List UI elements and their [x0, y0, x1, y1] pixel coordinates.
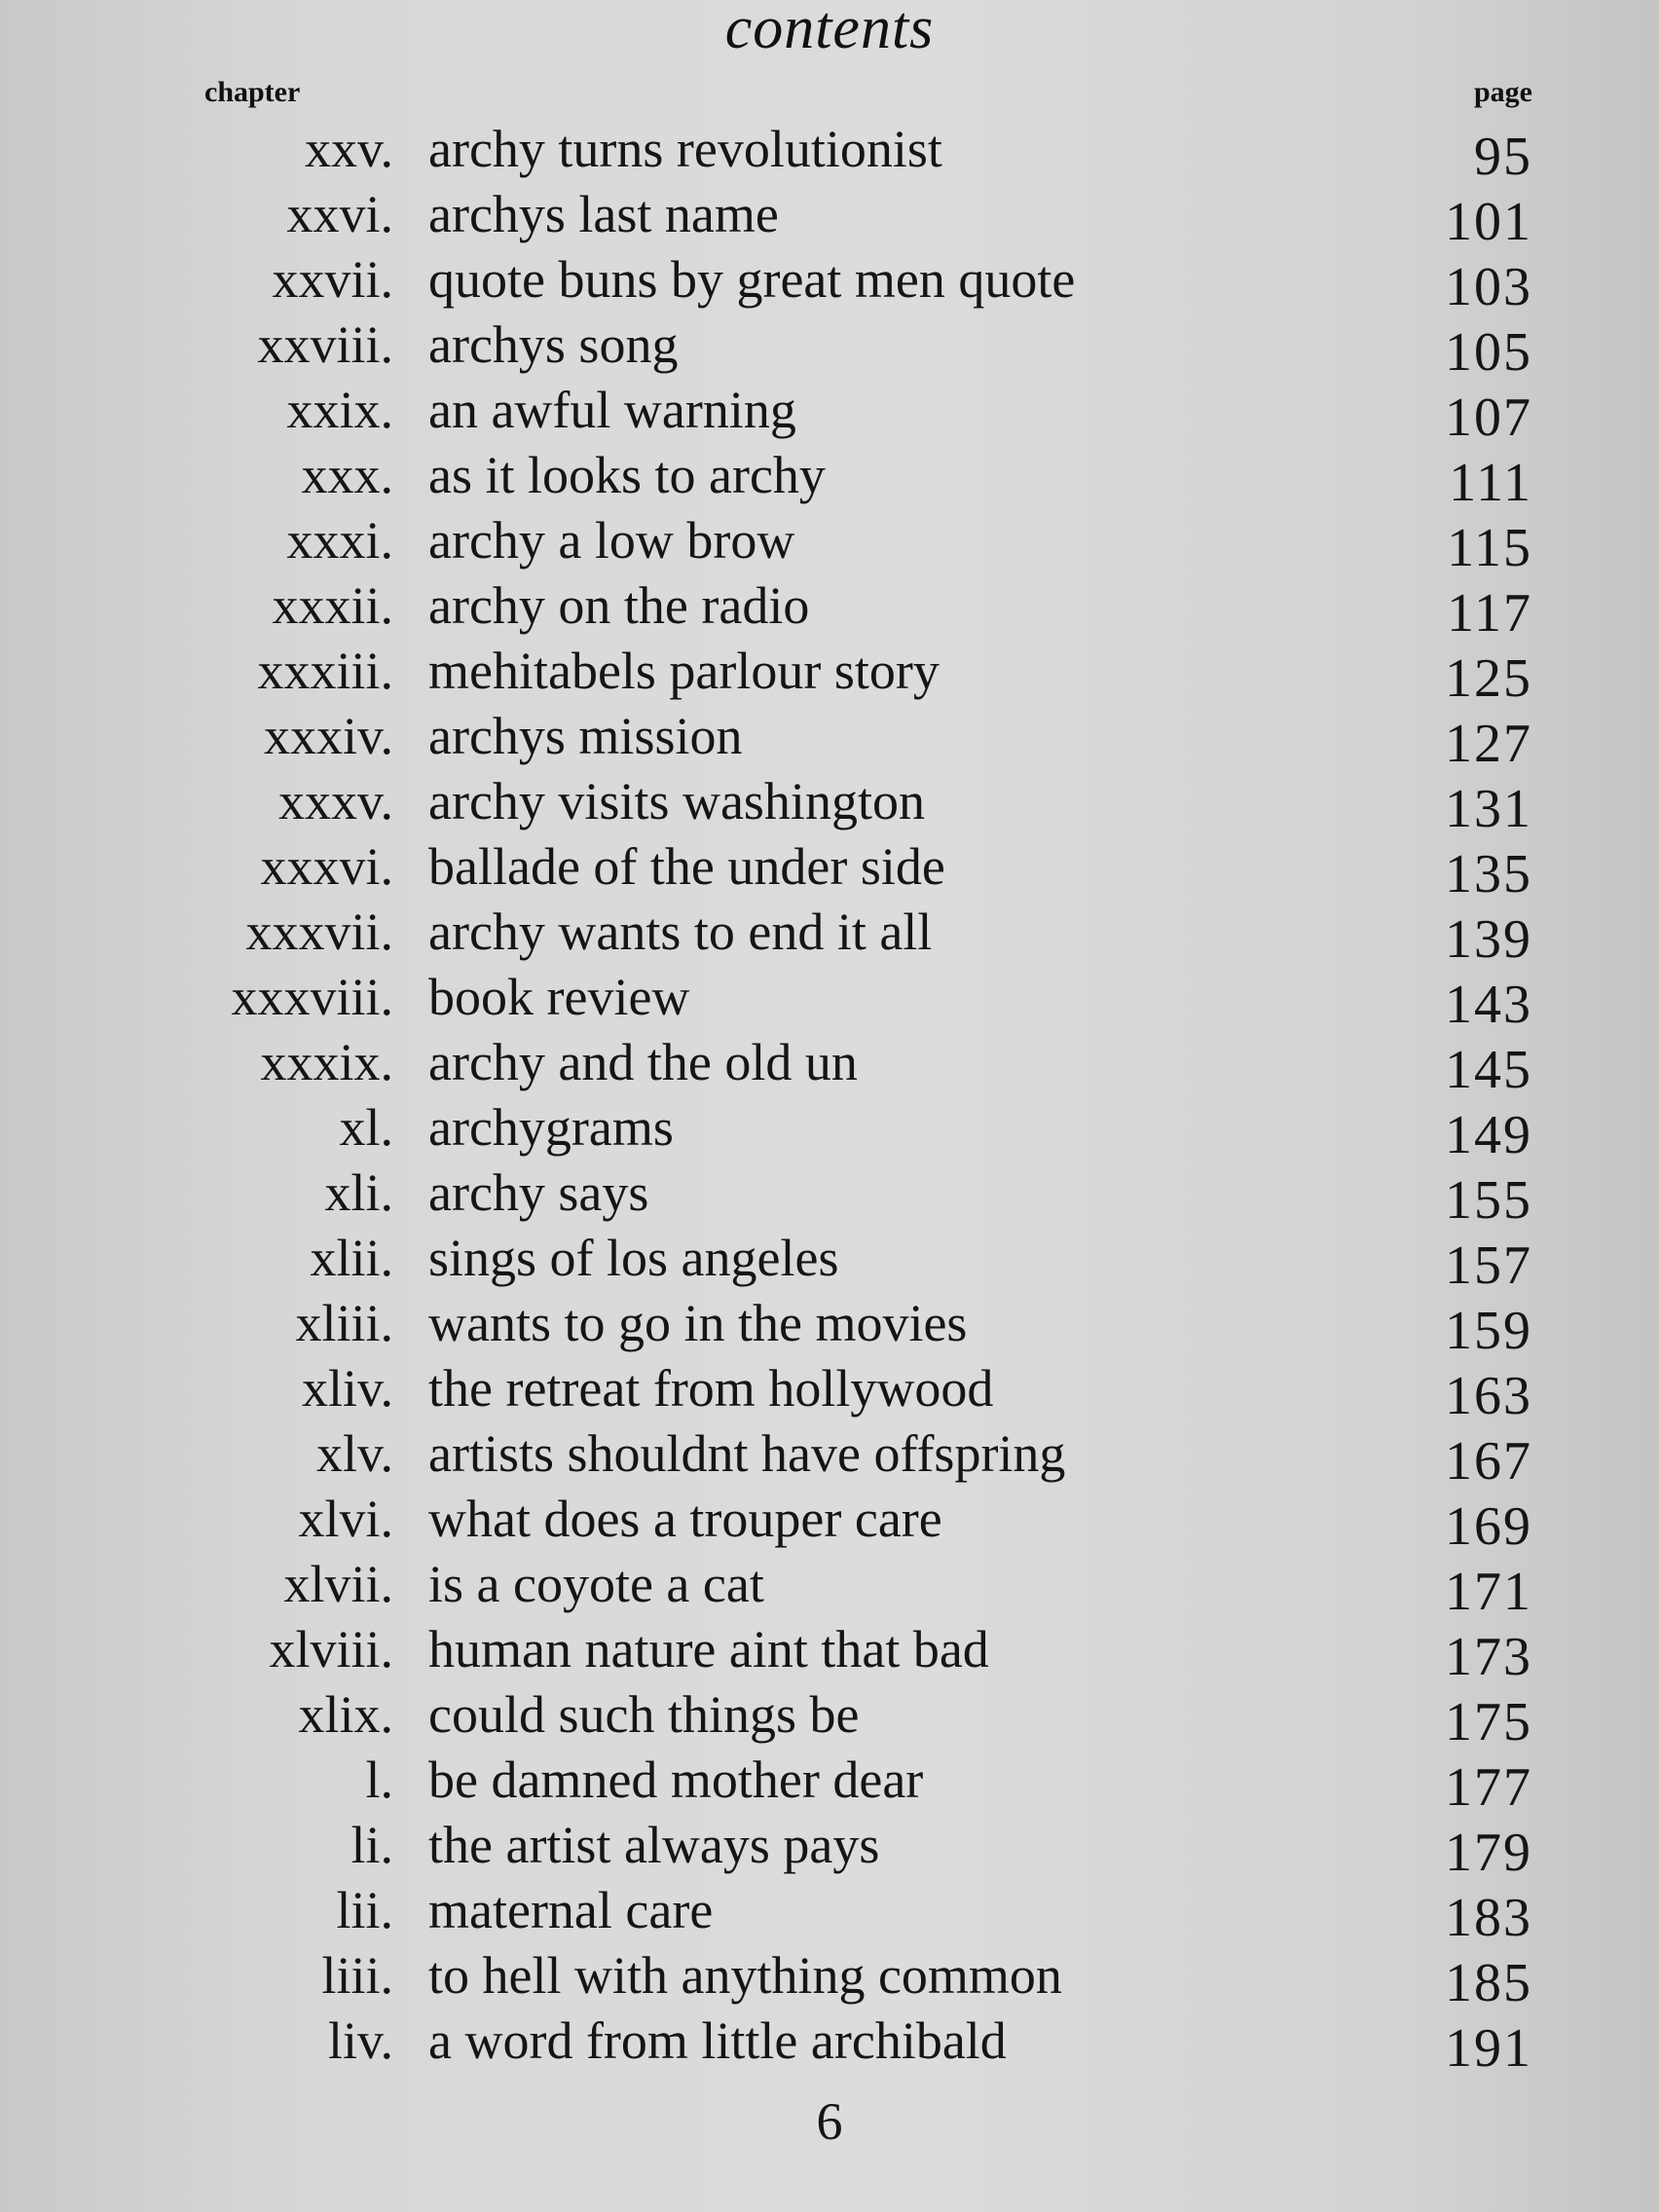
chapter-title: artists shouldnt have offspring	[428, 1424, 1066, 1483]
chapter-number: xxxiv.	[264, 707, 393, 765]
toc-entry	[0, 313, 1659, 383]
chapter-number: xxxviii.	[231, 968, 393, 1026]
chapter-number: xxxvii.	[245, 903, 393, 961]
chapter-title: sings of los angeles	[428, 1229, 839, 1287]
chapter-title: wants to go in the movies	[428, 1294, 968, 1352]
page-title: contents	[724, 0, 935, 61]
toc-entry	[0, 704, 1659, 774]
chapter-title: could such things be	[428, 1685, 860, 1744]
chapter-number: lii.	[336, 1881, 393, 1939]
chapter-title: to hell with anything common	[428, 1946, 1062, 2005]
page-ref: 177	[1445, 1757, 1532, 1818]
page-column-header: page	[1474, 76, 1532, 108]
page-ref: 115	[1447, 518, 1532, 578]
chapter-number: xlvii.	[283, 1555, 393, 1613]
page-ref: 127	[1445, 714, 1532, 774]
chapter-title: archygrams	[428, 1098, 674, 1157]
page-ref: 167	[1445, 1431, 1532, 1492]
page-ref: 169	[1445, 1496, 1532, 1557]
page-ref: 157	[1445, 1235, 1532, 1296]
chapter-title: the retreat from hollywood	[428, 1359, 994, 1418]
toc-entry	[0, 1813, 1659, 1883]
chapter-number: liv.	[328, 2011, 393, 2070]
chapter-number: xxx.	[301, 446, 393, 504]
toc-entry	[0, 2009, 1659, 2079]
chapter-title: archy and the old un	[428, 1033, 858, 1091]
toc-entry	[0, 1682, 1659, 1752]
page-ref: 163	[1445, 1366, 1532, 1426]
chapter-title: archy visits washington	[428, 772, 925, 830]
chapter-number: xxvii.	[272, 250, 393, 309]
chapter-number: xxxv.	[278, 772, 393, 830]
toc-entry	[0, 573, 1659, 644]
page-ref: 143	[1445, 975, 1532, 1035]
toc-entry	[0, 1487, 1659, 1557]
page-ref: 103	[1445, 257, 1532, 317]
chapter-number: xxvi.	[286, 185, 393, 243]
page-ref: 179	[1445, 1823, 1532, 1883]
page-ref: 191	[1445, 2018, 1532, 2079]
page-ref: 105	[1445, 322, 1532, 383]
page-ref: 171	[1445, 1562, 1532, 1622]
chapter-title: the artist always pays	[428, 1816, 880, 1874]
toc-entry	[0, 1617, 1659, 1687]
page-ref: 131	[1445, 779, 1532, 839]
chapter-title: a word from little archibald	[428, 2011, 1007, 2070]
chapter-number: xxxvi.	[260, 837, 393, 896]
chapter-title: archy says	[428, 1163, 649, 1222]
chapter-number: xxxii.	[272, 576, 393, 635]
chapter-title: an awful warning	[428, 381, 796, 439]
chapter-number: xxix.	[286, 381, 393, 439]
toc-entry	[0, 1552, 1659, 1622]
chapter-number: xl.	[339, 1098, 393, 1157]
toc-entry	[0, 1030, 1659, 1100]
chapter-title: archys last name	[428, 185, 779, 243]
chapter-title: archy turns revolutionist	[428, 120, 942, 178]
chapter-title: be damned mother dear	[428, 1751, 924, 1809]
contents-list	[0, 117, 1659, 2093]
page-ref: 145	[1445, 1040, 1532, 1100]
chapter-number: xlix.	[298, 1685, 393, 1744]
chapter-number: xxxiii.	[257, 642, 393, 700]
chapter-column-header: chapter	[204, 76, 301, 108]
toc-entry	[0, 965, 1659, 1035]
page-ref: 139	[1445, 909, 1532, 970]
page-ref: 117	[1447, 583, 1532, 644]
chapter-number: l.	[365, 1751, 393, 1809]
toc-entry	[0, 443, 1659, 513]
chapter-title: archy on the radio	[428, 576, 810, 635]
chapter-number: xxviii.	[257, 315, 393, 374]
page-ref: 125	[1445, 648, 1532, 709]
page-ref: 111	[1449, 453, 1532, 513]
page-ref: 173	[1445, 1627, 1532, 1687]
toc-entry	[0, 247, 1659, 317]
toc-entry	[0, 1943, 1659, 2013]
chapter-number: xlv.	[316, 1424, 393, 1483]
chapter-title: archys mission	[428, 707, 743, 765]
chapter-title: archy a low brow	[428, 511, 795, 570]
chapter-title: mehitabels parlour story	[428, 642, 940, 700]
chapter-number: xlviii.	[269, 1620, 393, 1678]
chapter-number: xliii.	[295, 1294, 393, 1352]
toc-entry	[0, 1748, 1659, 1818]
chapter-number: liii.	[321, 1946, 393, 2005]
chapter-number: xxxi.	[286, 511, 393, 570]
page-ref: 175	[1445, 1692, 1532, 1752]
chapter-number: xliv.	[302, 1359, 393, 1418]
chapter-title: is a coyote a cat	[428, 1555, 764, 1613]
chapter-number: xlvi.	[298, 1490, 393, 1548]
toc-entry	[0, 508, 1659, 578]
chapter-title: maternal care	[428, 1881, 714, 1939]
chapter-number: xli.	[324, 1163, 393, 1222]
chapter-title: what does a trouper care	[428, 1490, 942, 1548]
toc-entry	[0, 1095, 1659, 1165]
page-ref: 149	[1445, 1105, 1532, 1165]
toc-entry	[0, 769, 1659, 839]
chapter-number: xxv.	[305, 120, 393, 178]
page-ref: 101	[1445, 192, 1532, 252]
page-number: 6	[816, 2092, 843, 2151]
chapter-title: as it looks to archy	[428, 446, 826, 504]
page-ref: 185	[1445, 1953, 1532, 2013]
toc-entry	[0, 1161, 1659, 1231]
chapter-number: xxxix.	[260, 1033, 393, 1091]
toc-entry	[0, 1878, 1659, 1948]
page-ref: 155	[1445, 1170, 1532, 1231]
chapter-title: archys song	[428, 315, 679, 374]
chapter-number: xlii.	[310, 1229, 393, 1287]
toc-entry	[0, 378, 1659, 448]
chapter-title: human nature aint that bad	[428, 1620, 989, 1678]
chapter-title: archy wants to end it all	[428, 903, 933, 961]
page-ref: 107	[1445, 387, 1532, 448]
toc-entry	[0, 1226, 1659, 1296]
page-ref: 183	[1445, 1888, 1532, 1948]
page-ref: 135	[1445, 844, 1532, 904]
chapter-title: book review	[428, 968, 690, 1026]
page-ref: 95	[1474, 127, 1532, 187]
chapter-title: quote buns by great men quote	[428, 250, 1076, 309]
toc-entry	[0, 182, 1659, 252]
toc-entry	[0, 834, 1659, 904]
toc-entry	[0, 639, 1659, 709]
toc-entry	[0, 1291, 1659, 1361]
page-ref: 159	[1445, 1301, 1532, 1361]
toc-entry	[0, 1356, 1659, 1426]
chapter-number: li.	[350, 1816, 393, 1874]
toc-entry	[0, 900, 1659, 970]
toc-entry	[0, 1421, 1659, 1492]
toc-entry	[0, 117, 1659, 187]
chapter-title: ballade of the under side	[428, 837, 945, 896]
